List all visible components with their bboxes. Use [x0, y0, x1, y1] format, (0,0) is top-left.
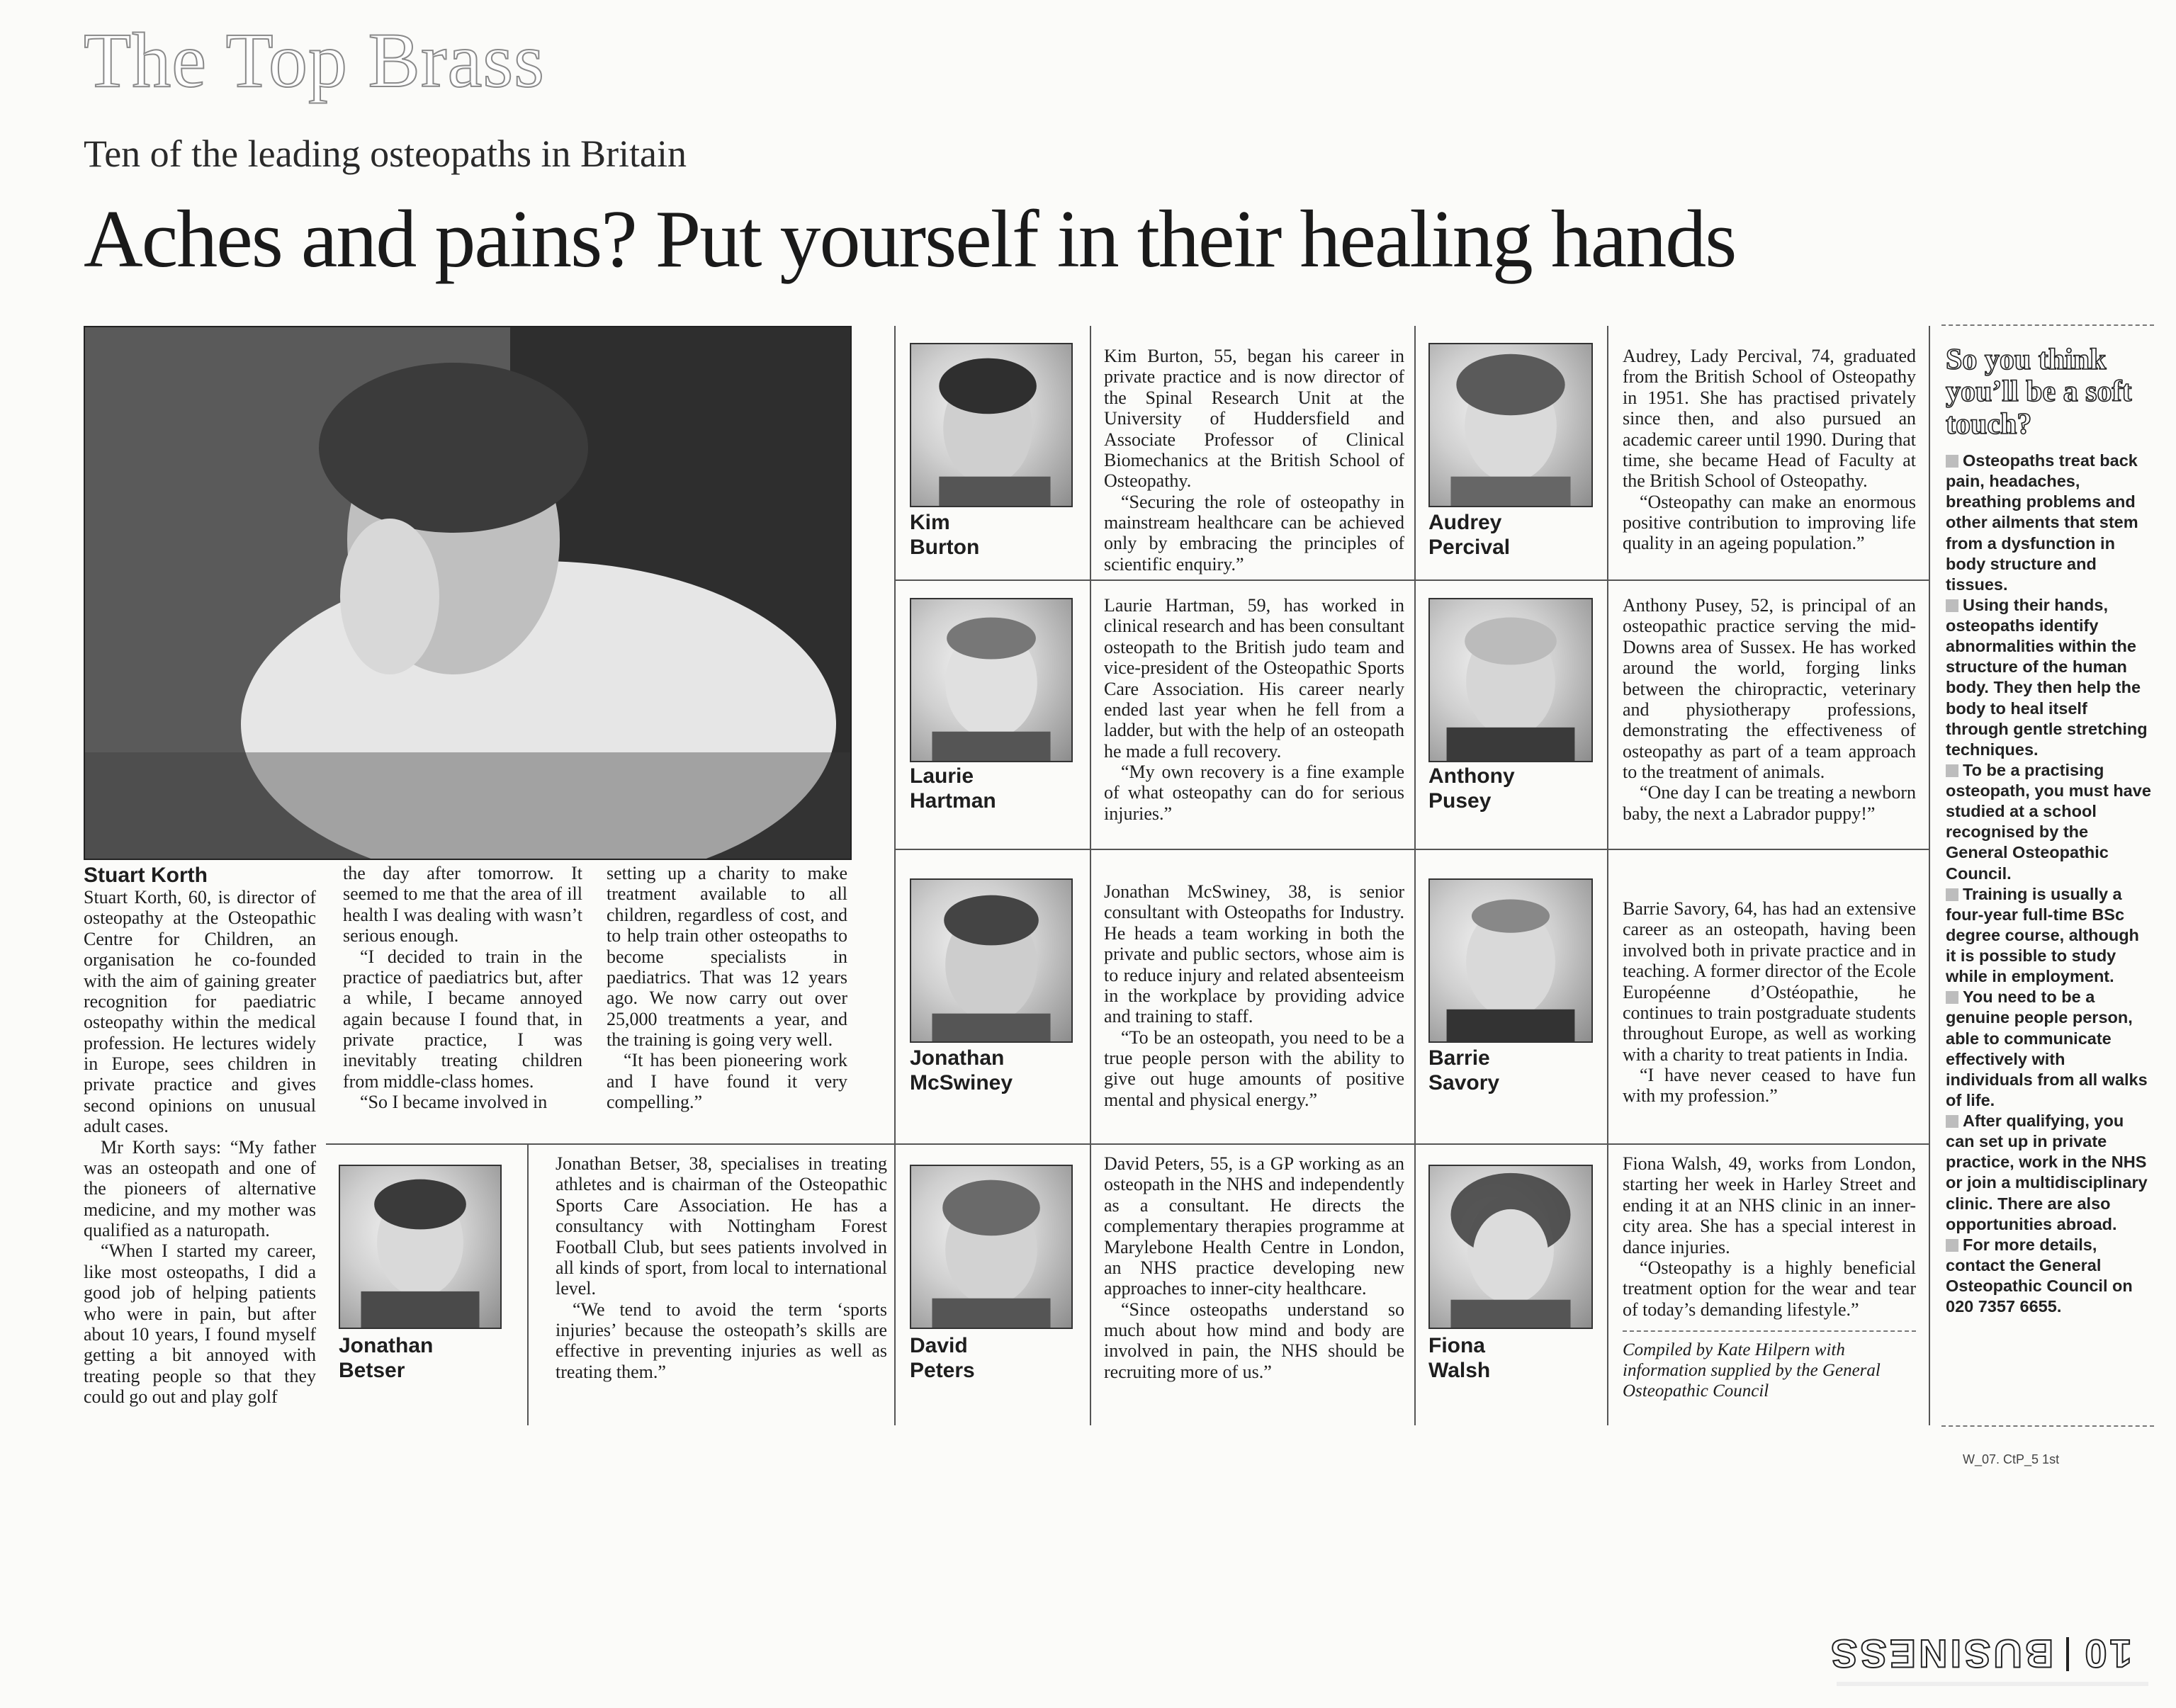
- portrait-walsh: [1428, 1165, 1593, 1329]
- profile-betser-text: Jonathan Betser, 38, specialises in treating athletes and is chairman of the Osteopathic Sports Care Association. He has a consultancy with Nottingham Forest Football Club, but sees patients involved in all kinds of sport, from local to international level. “We tend to avoid the term ‘sports injuries’ because the osteopath’s skills are effective in preventing injuries as well as treating them.”: [556, 1153, 887, 1382]
- dashed-rule: [1623, 1330, 1916, 1332]
- rule: [894, 579, 1929, 581]
- sidebar-item: For more details, contact the General Osteopathic Council on 020 7357 6655.: [1946, 1235, 2133, 1316]
- rule: [1414, 326, 1416, 1425]
- portrait-betser: [339, 1165, 502, 1329]
- sidebar-item: Training is usually a four-year full-time BSc degree course, although it is possible to study while in employment.: [1946, 884, 2139, 986]
- bullet-box-icon: [1946, 888, 1958, 901]
- profile-mcswiney-text: Jonathan McSwiney, 38, is senior consultant with Osteopaths for Industry. He heads a team working in both the private and public sectors, whose aim is to reduce injury and related absenteeism in the workplace by providing advice and training to staff. “To be an osteopath, you need to be a true people person with the ability to give out huge amounts of positive mental and physical energy.”: [1104, 881, 1404, 1110]
- lead-para: “When I started my career, like most osteopaths, I did a good job of helping patients who were in pain, but after about 10 years, I found myself getting a bit annoyed with treating people so that they could go out and play golf: [84, 1240, 316, 1407]
- lead-para: Stuart Korth, 60, is director of osteopathy at the Osteopathic Centre for Children, an organisation he co-founded with the aim of gaining greater recognition for paediatric osteopathy within the medical profession. He lectures widely in Europe, sees children in private practice and gives second opinions on unusual adult cases.: [84, 887, 316, 1137]
- headline: Aches and pains? Put yourself in their healing hands: [84, 194, 1736, 285]
- sidebar-item: Using their hands, osteopaths identify abnormalities within the structure of the human body. They then help the body to heal itself through gentle stretching techniques.: [1946, 595, 2148, 759]
- footer-banner: [1828, 1629, 2161, 1679]
- name-savory: Barrie Savory: [1428, 1046, 1500, 1095]
- sidebar-title: So you think you’ll be a soft touch?: [1946, 344, 2132, 441]
- sidebar-body: [1946, 451, 2151, 1317]
- lead-column-1: [84, 887, 316, 1407]
- portrait-peters: [910, 1165, 1073, 1329]
- name-burton: Kim Burton: [910, 511, 980, 560]
- profile-pusey-text: Anthony Pusey, 52, is principal of an osteopathic practice serving the mid-Downs area of Sussex. He has worked around the world, forging links between the chiropractic, veterinary and physiotherapy professions, demonstrating the effectiveness of osteopathy as part of a team approach to the treatment of animals. “One day I can be treating a newborn baby, the next a Labrador puppy!”: [1623, 595, 1916, 824]
- rule: [894, 326, 896, 1425]
- sidebar-item: To be a practising osteopath, you must have studied at a school recognised by the General Osteopathic Council.: [1946, 760, 2151, 883]
- sidebar-item: You need to be a genuine people person, able to communicate effectively with individuals from all walks of life.: [1946, 988, 2148, 1109]
- name-hartman: Laurie Hartman: [910, 764, 996, 813]
- footer-divider: [2066, 1637, 2069, 1671]
- name-pusey: Anthony Pusey: [1428, 764, 1515, 813]
- bullet-box-icon: [1946, 991, 1958, 1004]
- portrait-savory: [1428, 878, 1593, 1043]
- lead-name: Stuart Korth: [84, 864, 208, 887]
- lead-para: Mr Korth says: “My father was an osteopath and one of the pioneers of alternative medicine, and my mother was qualified as a naturopath.: [84, 1136, 316, 1240]
- rule: [1929, 326, 1930, 1425]
- compiled-by: Compiled by Kate Hilpern with information supplied by the General Osteopathic Council: [1623, 1340, 1881, 1401]
- portrait-percival: [1428, 343, 1593, 507]
- rule: [1607, 326, 1608, 1425]
- name-betser: Jonathan Betser: [339, 1334, 434, 1383]
- name-peters: David Peters: [910, 1334, 975, 1383]
- footer-page-number: 10: [2082, 1631, 2132, 1677]
- portrait-burton: [910, 343, 1073, 507]
- profile-walsh-text: Fiona Walsh, 49, works from London, starting her week in Harley Street and ending it at an NHS clinic in an inner-city area. She has a special interest in dance injuries. “Osteopathy is a highly beneficial treatment option for the wear and tear of today’s demanding lifestyle.”: [1623, 1153, 1916, 1320]
- footer-section: BUSINESS: [1828, 1631, 2054, 1677]
- sidebar-item: After qualifying, you can set up in private practice, work in the NHS or join a multidisciplinary clinic. There are also opportunities abroad.: [1946, 1112, 2148, 1233]
- name-mcswiney: Jonathan McSwiney: [910, 1046, 1013, 1095]
- bullet-box-icon: [1946, 599, 1958, 612]
- portrait-hartman: [910, 598, 1073, 762]
- rule: [1090, 326, 1091, 1425]
- portrait-mcswiney: [910, 878, 1073, 1043]
- lead-column-3: [607, 863, 847, 1113]
- bullet-box-icon: [1946, 1115, 1958, 1128]
- bullet-box-icon: [1946, 455, 1958, 468]
- strapline: Ten of the leading osteopaths in Britain: [84, 132, 687, 175]
- footer-band: [1837, 1682, 2148, 1686]
- lead-photo-figure: [85, 327, 850, 859]
- profile-burton-text: Kim Burton, 55, began his career in private practice and is now director of the Spinal Research Unit at the University of Huddersfield and Associate Professor of Clinical Biomechanics at the British School of Osteopathy. “Securing the role of osteopathy in mainstream healthcare can be achieved only by embracing the principles of scientific enquiry.”: [1104, 346, 1404, 575]
- rule: [894, 849, 1929, 850]
- lead-photo: [84, 326, 852, 860]
- sidebar-item: Osteopaths treat back pain, headaches, breathing problems and other ailments that stem from a dysfunction in body structure and tissues.: [1946, 451, 2138, 594]
- profile-peters-text: David Peters, 55, is a GP working as an osteopath in the NHS and independently as a consultant. He directs the complementary therapies programme at Marylebone Health Centre in London, an NHS practice developing new approaches to inner-city healthcare. “Since osteopaths understand so much about how mind and body are involved in pain, the NHS should be recruiting more of us.”: [1104, 1153, 1404, 1382]
- lead-para: “I decided to train in the practice of paediatrics but, after a while, I became annoyed again because I found that, in private practice, I was inevitably treating children from middle-class homes.: [343, 946, 582, 1092]
- lead-para: “It has been pioneering work and I have found it very compelling.”: [607, 1050, 847, 1113]
- name-percival: Audrey Percival: [1428, 511, 1511, 560]
- profile-savory-text: Barrie Savory, 64, has had an extensive career as an osteopath, having been involved both in private practice and in teaching. A former director of the Ecole Européenne d’Ostéopathie, he continues to train postgraduate students throughout Europe, as well as working with a charity to treat patients in India. “I have never ceased to have fun with my profession.”: [1623, 898, 1916, 1107]
- bullet-box-icon: [1946, 1239, 1958, 1252]
- folio-code: W_07. CtP_5 1st: [1963, 1452, 2060, 1466]
- dashed-rule: [1941, 324, 2154, 326]
- bullet-box-icon: [1946, 764, 1958, 777]
- lead-column-2: [343, 863, 582, 1113]
- lead-para: the day after tomorrow. It seemed to me that the area of ill health I was dealing with wasn’t serious enough.: [343, 863, 582, 946]
- profile-percival-text: Audrey, Lady Percival, 74, graduated from the British School of Osteopathy in 1951. She has practised privately since then, and also pursued an academic career until 1990. During that time, she became Head of Faculty at the British School of Osteopathy. “Osteopathy can make an enormous positive contribution to improving life quality in an ageing population.”: [1623, 346, 1916, 554]
- portrait-pusey: [1428, 598, 1593, 762]
- rule: [894, 1143, 1929, 1145]
- dashed-rule: [1941, 1425, 2154, 1427]
- lead-para: “So I became involved in: [360, 1092, 548, 1113]
- name-walsh: Fiona Walsh: [1428, 1334, 1491, 1383]
- profile-hartman-text: Laurie Hartman, 59, has worked in clinical research and has been consultant osteopath to the British judo team and vice-president of the Osteopathic Sports Care Association. His career nearly ended last year when he fell from a ladder, but with the help of an osteopath he made a full recovery. “My own recovery is a fine example of what osteopathy can do for serious injuries.”: [1104, 595, 1404, 824]
- section-label: The Top Brass: [84, 17, 545, 103]
- rule: [326, 1143, 901, 1145]
- lead-para: setting up a charity to make treatment available to all children, regardless of cost, and to help train other osteopaths to become specialists in paediatrics. That was 12 years ago. We now carry out over 25,000 treatments a year, and the training is going very well.: [607, 863, 847, 1050]
- rule: [527, 1143, 529, 1425]
